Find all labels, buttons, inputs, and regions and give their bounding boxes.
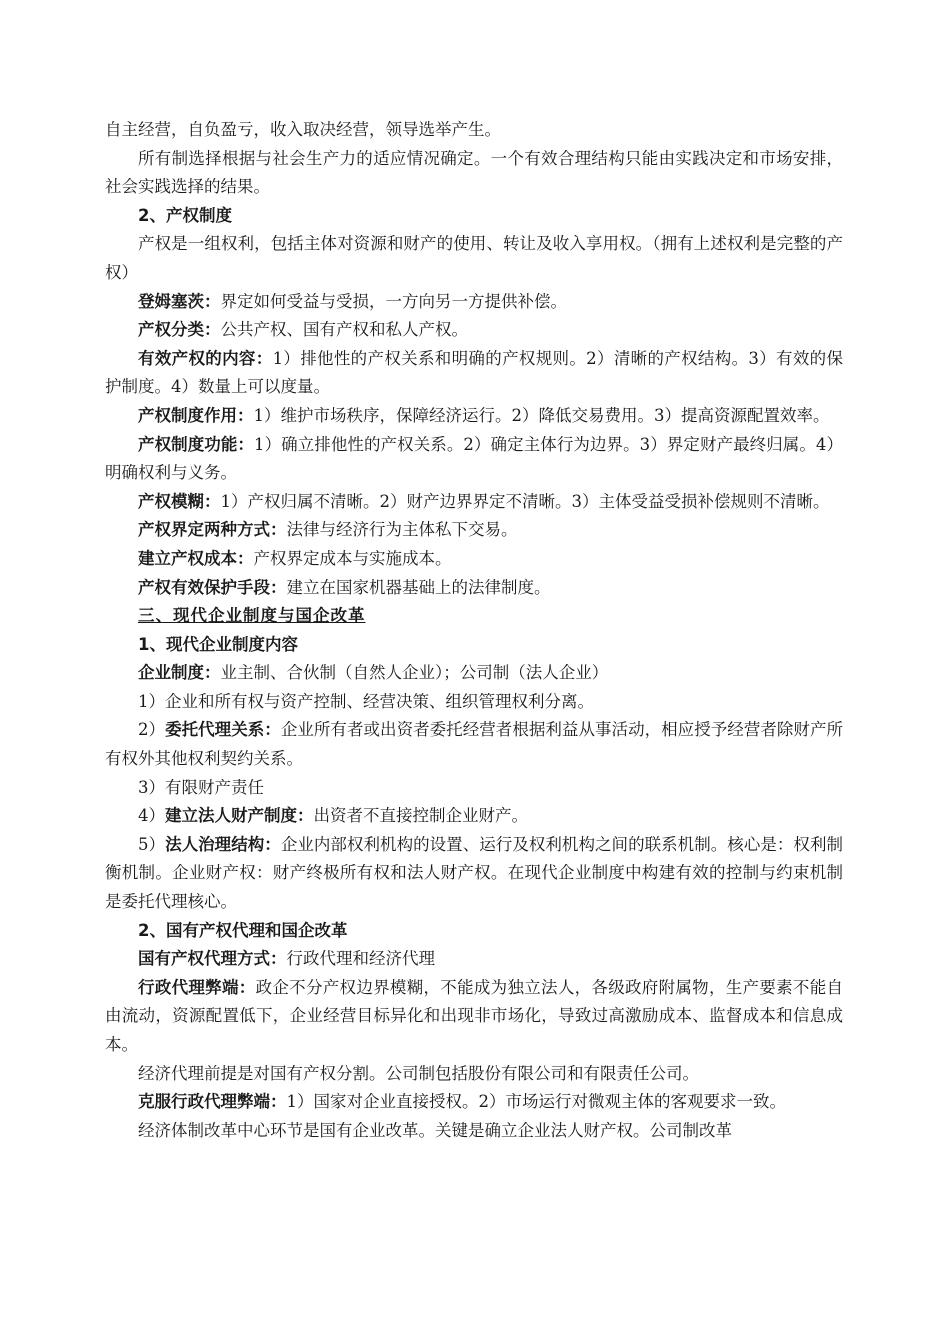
section-heading: 三、现代企业制度与国企改革 [138,606,366,626]
term-label: 建立产权成本： [138,548,254,568]
document-page [105,116,843,1145]
term-label: 法人治理结构： [165,834,281,854]
paragraph-text: 自主经营，自负盈亏，收入取决经营，领导选举产生。 [105,120,501,139]
paragraph [105,1117,843,1146]
term-label: 建立法人财产制度： [165,806,314,826]
paragraph [105,316,843,345]
term-label: 行政代理弊端： [138,977,256,997]
subsection-heading: 1、现代企业制度内容 [138,634,298,654]
paragraph-text: 产权界定成本与实施成本。 [253,548,452,568]
paragraph-text: 1）产权归属不清晰。2）财产边界界定不清晰。3）主体受益受损补偿规则不清晰。 [220,491,830,511]
paragraph [105,945,843,974]
paragraph-text: 1）排他性的产权关系和明确的产权规则。2）清晰的产权结构。3）有效的保护制度。4）数量上可以度量。 [105,348,844,397]
paragraph-text: 所有制选择根据与社会生产力的适应情况确定。一个有效合理结构只能由实践决定和市场安排，社会实践选择的结果。 [105,148,843,197]
paragraph-text: 产权是一组权利，包括主体对资源和财产的使用、转让及收入享用权。（拥有上述权利是完整的产权） [105,234,843,282]
term-label: 产权界定两种方式： [138,520,287,540]
term-label: 登姆塞茨： [138,291,221,311]
paragraph-text: 1）企业和所有权与资产控制、经营决策、组织管理权利分离。 [138,691,594,711]
term-label: 国有产权代理方式： [138,949,287,969]
paragraph [105,345,843,402]
term-label: 委托代理关系： [165,720,281,740]
paragraph [105,431,843,488]
paragraph-text: 企业内部权利机构的设置、运行及权利机构之间的联系机制。核心是：权利制衡机制。企业财产权：财产终极所有权和法人财产权。在现代企业制度中构建有效的控制与约束机制是委托代理核心。 [105,834,844,912]
term-label: 克服行政代理弊端： [138,1092,287,1112]
list-prefix: 4） [138,806,165,826]
paragraph [105,574,843,603]
paragraph [105,488,843,517]
subsection-heading: 2、产权制度 [138,205,232,225]
subsection-heading: 2、国有产权代理和国企改革 [138,920,348,940]
paragraph [105,659,843,688]
paragraph [105,230,843,287]
term-label: 产权模糊： [138,491,221,511]
term-label: 产权制度作用： [138,405,254,425]
paragraph [105,974,843,1060]
paragraph [105,288,843,317]
paragraph-text: 3）有限财产责任 [138,777,264,797]
term-label: 产权分类： [138,320,221,340]
paragraph [105,545,843,574]
paragraph-text: 出资者不直接控制企业财产。 [313,806,528,826]
paragraph-text: 经济代理前提是对国有产权分割。公司制包括股份有限公司和有限责任公司。 [138,1063,699,1083]
paragraph-text: 企业所有者或出资者委托经营者根据利益从事活动，相应授予经营者除财产所有权外其他权利契约关系。 [105,720,844,769]
paragraph-text: 业主制、合伙制（自然人企业）；公司制（法人企业） [220,663,609,683]
paragraph [105,716,843,773]
paragraph-text: 1）确立排他性的产权关系。2）确定主体行为边界。3）界定财产最终归属。4）明确权利与义务。 [105,434,844,483]
paragraph [105,516,843,545]
paragraph-text: 界定如何受益与受损，一方向另一方提供补偿。 [220,291,567,311]
paragraph [105,831,843,917]
term-label: 有效产权的内容： [138,348,273,368]
paragraph [105,1088,843,1117]
paragraph [105,774,843,803]
paragraph-text: 经济体制改革中心环节是国有企业改革。关键是确立企业法人财产权。公司制改革 [138,1120,732,1140]
list-prefix: 5） [138,834,166,854]
paragraph [105,402,843,431]
paragraph-text: 行政代理和经济代理 [286,949,435,969]
paragraph-text: 建立在国家机器基础上的法律制度。 [286,577,551,597]
paragraph-text: 公共产权、国有产权和私人产权。 [220,320,468,340]
paragraph-text: 政企不分产权边界模糊，不能成为独立法人，各级政府附属物，生产要素不能自由流动，资源配置低下，企业经营目标异化和出现非市场化，导致过高激励成本、监督成本和信息成本。 [105,977,844,1054]
paragraph [105,688,843,717]
paragraph [105,802,843,831]
term-label: 产权有效保护手段： [138,577,287,597]
paragraph-text: 1）国家对企业直接授权。2）市场运行对微观主体的客观要求一致。 [286,1092,786,1112]
paragraph-text: 1）维护市场秩序，保障经济运行。2）降低交易费用。3）提高资源配置效率。 [253,405,830,425]
paragraph [105,145,843,202]
paragraph [105,116,843,145]
paragraph-text: 法律与经济行为主体私下交易。 [286,520,518,540]
paragraph [105,1060,843,1089]
term-label: 企业制度： [138,663,221,683]
term-label: 产权制度功能： [138,434,254,454]
list-prefix: 2） [138,720,166,740]
